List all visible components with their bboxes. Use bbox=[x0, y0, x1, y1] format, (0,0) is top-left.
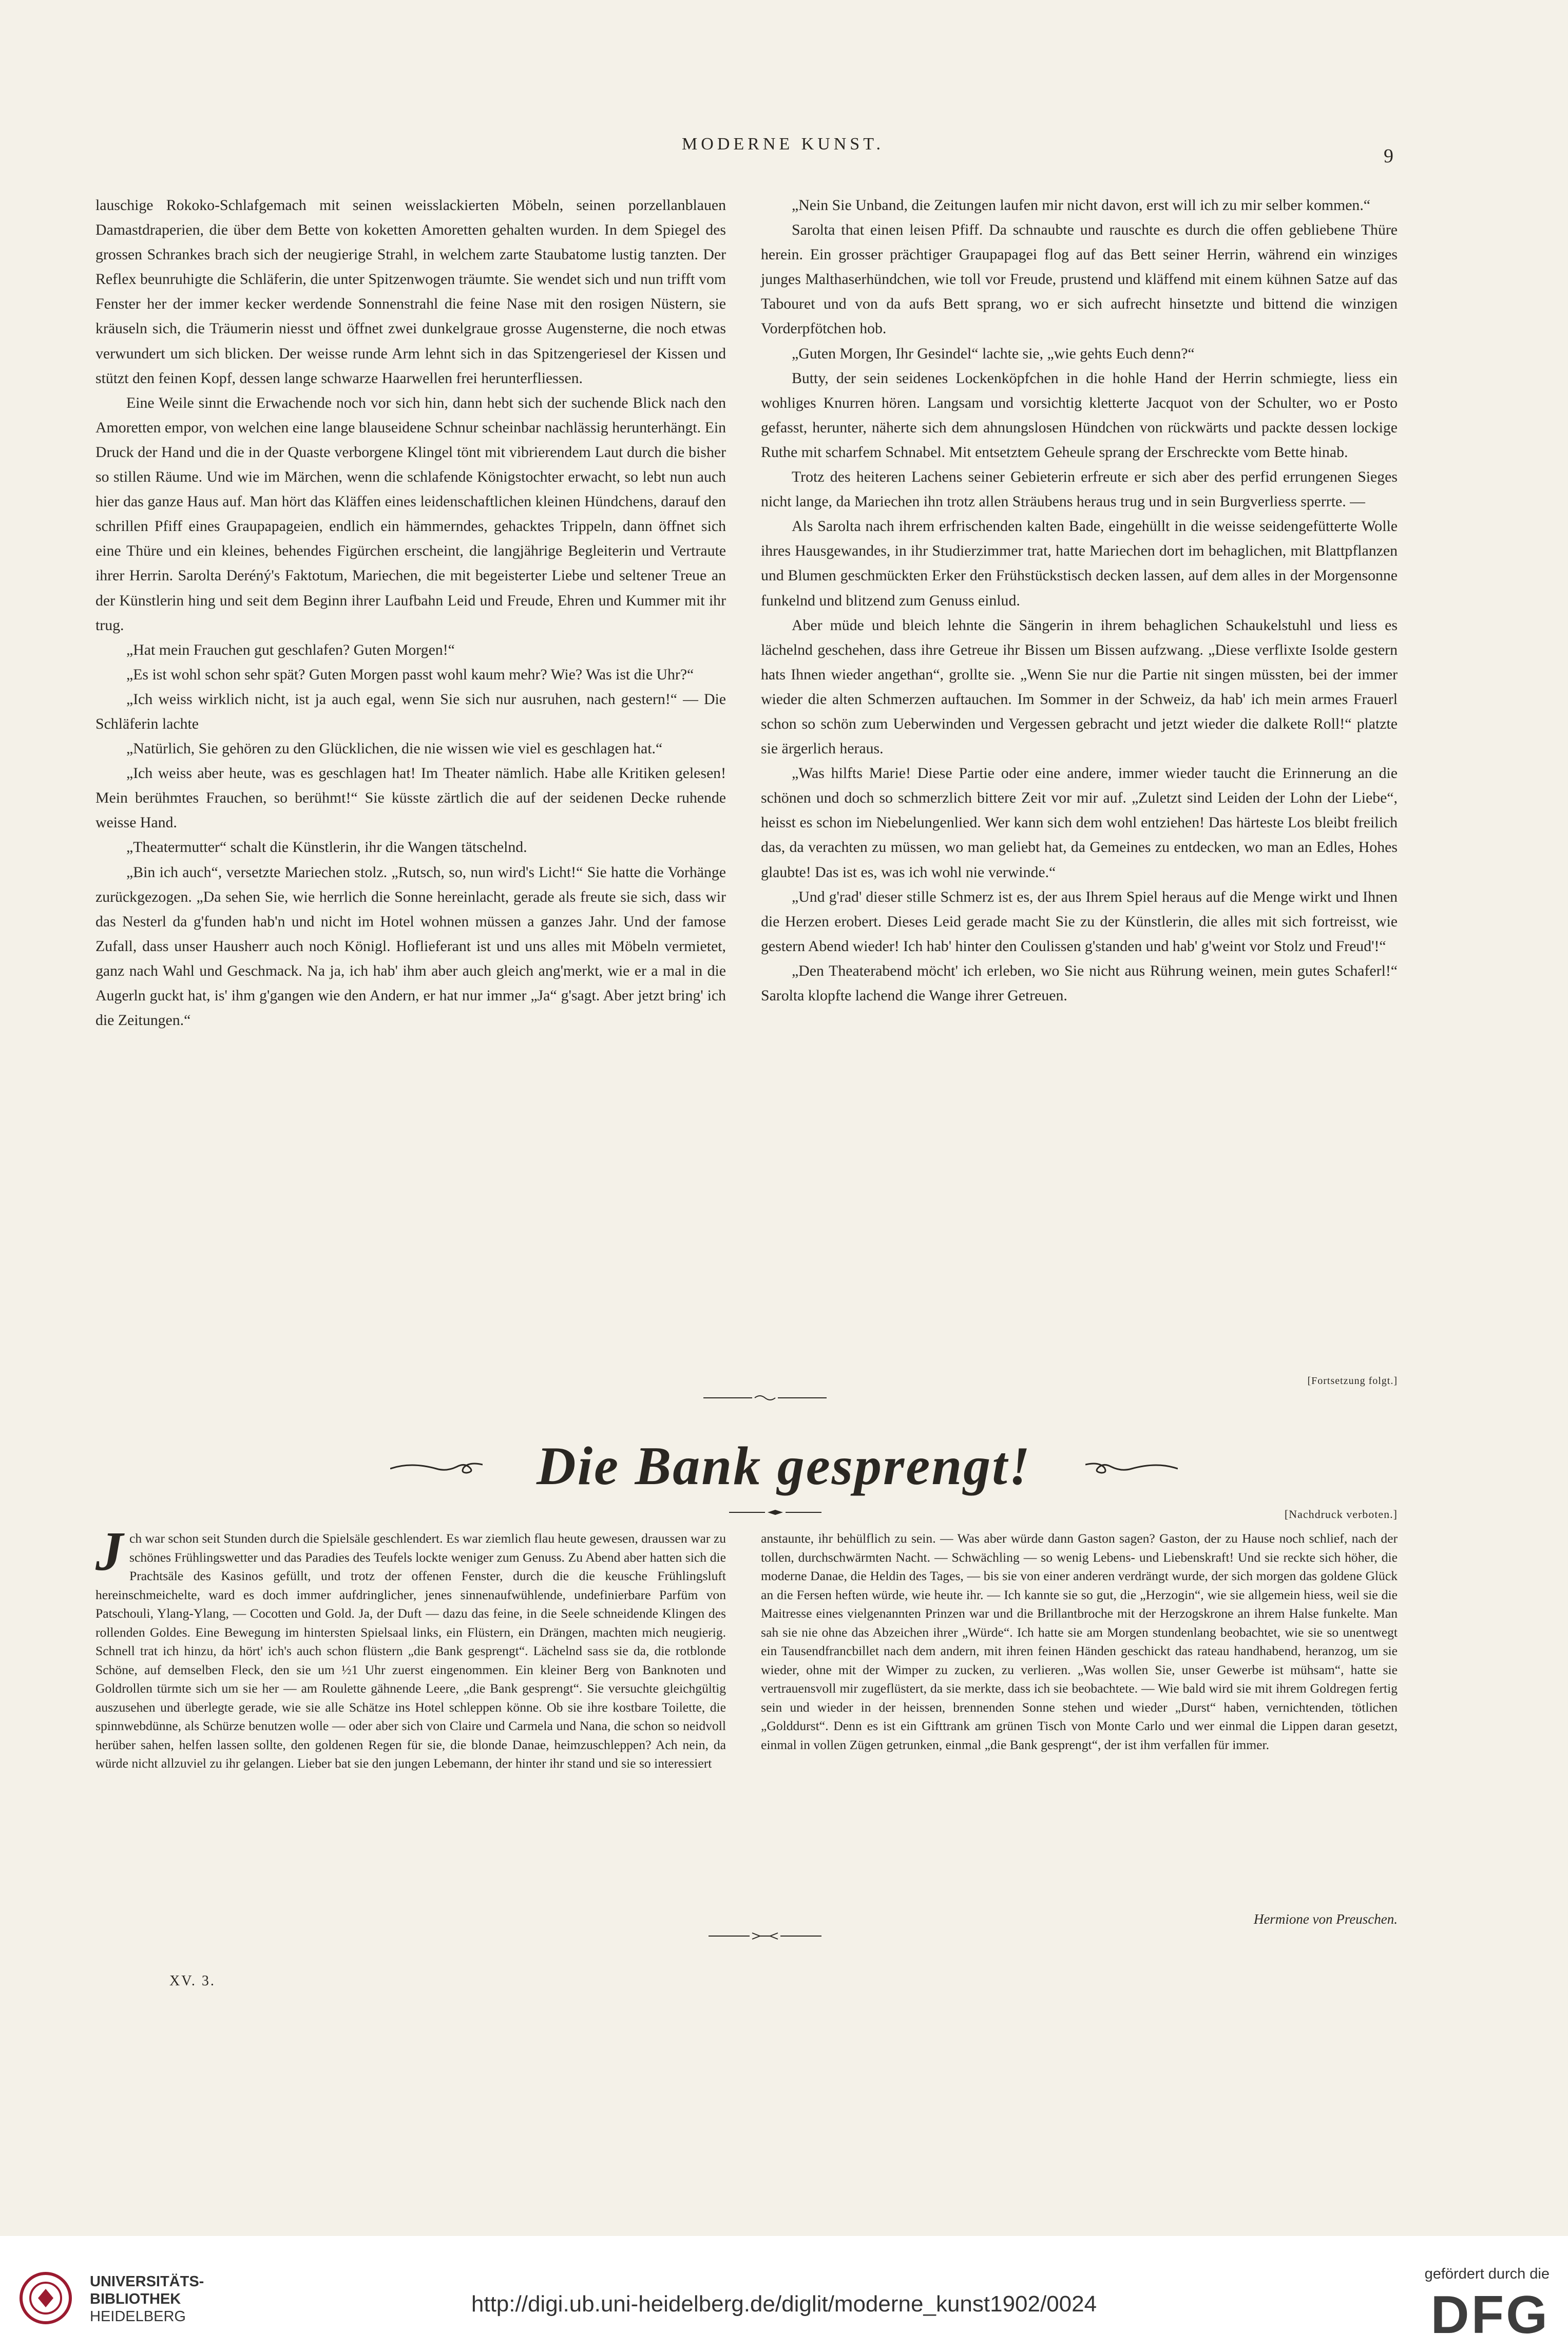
story-title-block bbox=[359, 1433, 1209, 1500]
library-name-line: BIBLIOTHEK bbox=[90, 2291, 181, 2307]
paragraph: „Den Theaterabend möcht' ich erleben, wo Sie nicht aus Rührung weinen, mein gutes Schaferl!“ Sarolta klopfte lachend die Wange ihrer Getreuen. bbox=[761, 962, 1398, 1004]
dfg-logo: DFG bbox=[1430, 2285, 1550, 2345]
paragraph: „Ich weiss wirklich nicht, ist ja auch egal, wenn Sie sich nur ausruhen, nach gestern!“ — Die Schläferin lachte bbox=[95, 690, 726, 732]
drop-cap: J bbox=[95, 1521, 123, 1582]
continuation-note: [Fortsetzung folgt.] bbox=[1307, 1375, 1398, 1387]
paragraph: „Ich weiss aber heute, was es geschlagen hat! Im Theater nämlich. Habe alle Kritiken gelesen! Mein berühmtes Frauchen, so berühmt!“ Sie küsste zärtlich die auf der seidenen Decke ruhende weisse Hand. bbox=[95, 765, 726, 831]
paragraph: „Hat mein Frauchen gut geschlafen? Guten Morgen!“ bbox=[126, 641, 455, 658]
paragraph: Trotz des heiteren Lachens seiner Gebieterin erfreute er sich aber des perfid errungenen Sieges nicht lange, da Mariechen ihn trotz allen Sträubens heraus trug und in sein Burgverliess sperrte. — bbox=[761, 468, 1398, 510]
paragraph: Sarolta that einen leisen Pfiff. Da schnaubte und rauschte es durch die offen gebliebene Thüre herein. Ein grosser prächtiger Graupapagei flog auf das Bett seiner Herrin, während ein winziges junges Malthaserhündchen, wie toll vor Freude, prustend und kläffend mit einem kühnen Satze auf das Tabouret und von da aufs Bett sprang, wo er sich aufrecht hinsetzte und bittend die winzigen Vorderpfötchen hob. bbox=[761, 221, 1398, 337]
page-number: 9 bbox=[1384, 145, 1393, 167]
paragraph: „Guten Morgen, Ihr Gesindel“ lachte sie, „wie gehts Euch denn?“ bbox=[792, 345, 1195, 362]
article1-left-column bbox=[95, 193, 726, 1033]
paragraph: Butty, der sein seidenes Lockenköpfchen in die hohle Hand der Herrin schmiegte, liess ein wohliges Knurren hören. Langsam und vorsichtig kletterte Jacquot von der Schulter, wo er Posto gefasst, herunter, näherte sich dem ahnungslosen Hündchen von rückwärts und packte dessen lockige Ruthe mit scharfem Schnabel. Mit entsetztem Geheule sprang der Erschreckte vom Bette hinab. bbox=[761, 369, 1398, 461]
reprint-note: [Nachdruck verboten.] bbox=[1284, 1508, 1398, 1521]
library-name-line: UNIVERSITÄTS- bbox=[90, 2273, 204, 2290]
title-rule-icon bbox=[729, 1509, 821, 1519]
permalink-url[interactable]: http://digi.ub.uni-heidelberg.de/diglit/moderne_kunst1902/0024 bbox=[471, 2291, 1097, 2317]
article1-right-column bbox=[761, 193, 1398, 1008]
paragraph: „Bin ich auch“, versetzte Mariechen stolz. „Rutsch, so, nun wird's Licht!“ Sie hatte die Vorhänge zurückgezogen. „Da sehen Sie, wie herrlich die Sonne hereinlacht, gerade als freute sie sich, dass wir das Nesterl da g'funden hab'n und nicht im Hotel wohnen müssen a ganzes Jahr. Und der famose Zufall, dass unser Hausherr auch noch Königl. Hoflieferant ist und uns alles mit Möbeln vermietet, ganz nach Wahl und Geschmack. Na ja, ich hab' ihm aber auch gleich ang'merkt, wie er a mal in die Augerln guckt hat, is' ihm g'gangen wie den Andern, er hat nur immer „Ja“ g'sagt. Aber jetzt bring' ich die Zeitungen.“ bbox=[95, 863, 726, 1029]
paragraph: anstaunte, ihr behülflich zu sein. — Was aber würde dann Gaston sagen? Gaston, der zu Hause noch schlief, nach der tollen, durchschwärmten Nacht. — Schwächling — so wenig Lebens- und Liebenskraft! Und sie reckte sich höher, die moderne Danae, die Heldin des Tages, — bis sie von einer anderen verdrängt wurde, der sich morgen das goldene Glück an die Fersen heften würde, wie heute ihr. — Ich kannte sie so gut, die „Herzogin“, wie sie allgemein hiess, weil sie die Maitresse eines vielgenannten Prinzen war und die Brillantbroche mit der Herzogskrone an ihrem Halse funkelte. Man sah sie nie ohne das Abzeichen ihrer „Würde“. Ich hatte sie am Morgen stundenlang beobachtet, wie sie so unentwegt ein Tausendfrancbillet nach dem andern, mit ihren feinen Händen geschickt das rateau handhabend, heranzog, um sie wieder, ohne mit der Wimper zu zucken, zu verlieren. „Was wollen Sie, unser Gewerbe ist mühsam“, hatte sie vertrauensvoll mir zugeflüstert, da sie merkte, dass ich sie beobachtete. — Wie bald wird sie mit ihrem Goldregen fertig sein und wieder in der heissen, brennenden Sonne stehen und wieder „Durst“ haben, vernichtenden, tötlichen „Golddurst“. Denn es ist ein Gifttrank am grünen Tisch von Monte Carlo und wer einmal die Lippen daran gesetzt, einmal in vollen Zügen getrunken, einmal „die Bank gesprengt“, der ist ihm verfallen für immer. bbox=[761, 1531, 1398, 1752]
title-flourish-right-icon bbox=[1085, 1459, 1178, 1470]
paragraph: Eine Weile sinnt die Erwachende noch vor sich hin, dann hebt sich der suchende Blick nach den Amoretten empor, von welchen eine lange blauseidene Schnur scheinbar nachlässig herunterhängt. Ein Druck der Hand und die in der Quaste verborgene Klingel tönt mit vibrierendem Laut durch die bisher so stillen Räume. Und wie im Märchen, wenn die schlafende Königstochter erwacht, so lebt nun auch hier das ganze Haus auf. Man hört das Kläffen eines leidenschaftlichen kleinen Hündchens, darauf den schrillen Pfiff eines Graupapageien, endlich ein hämmerndes, gehacktes Trippeln, dann öffnet sich eine Thüre und ein kleines, behendes Figürchen erscheint, die langjährige Begleiterin und Vertraute ihrer Herrin. Sarolta Deréný's Faktotum, Mariechen, die mit begeisterter Liebe und seltener Treue an der Künstlerin hing und seit dem Beginn ihrer Laufbahn Leid und Freude, Ehren und Kummer mit ihr trug. bbox=[95, 394, 726, 634]
article2-right-column bbox=[761, 1529, 1398, 1754]
library-name-line: HEIDELBERG bbox=[90, 2308, 186, 2325]
paragraph: Aber müde und bleich lehnte die Sängerin in ihrem behaglichen Schaukelstuhl und liess es lächelnd geschehen, dass ihre Getreue ihr Bissen um Bissen aufzwang. „Diese verflixte Isolde gestern hats Ihnen wieder angethan“, grollte sie. „Wenn Sie nur die Partie nit singen müssten, bei der immer wieder die alten Schmerzen auftauchen. Im Sommer in der Schweiz, da hab' ich mein armes Frauerl schon so schön zum Ueberwinden und Vergessen gebracht und jetzt wieder die dalkete Roll!“ platzte sie ärgerlich heraus. bbox=[761, 616, 1398, 757]
divider-ornament-icon bbox=[703, 1393, 827, 1403]
article2-left-column bbox=[95, 1521, 726, 1773]
paragraph: „Nein Sie Unband, die Zeitungen laufen mir nicht davon, erst will ich zu mir selber kommen.“ bbox=[792, 197, 1371, 214]
paragraph-text: ch war schon seit Stunden durch die Spielsäle geschlendert. Es war ziemlich flau heute gewesen, draussen war zu schönes Frühlingswetter und das Paradies des Teufels lockte weniger zum Genuss. Zu Abend aber hatten sich die Prachtsäle des Kasinos gefüllt, und trotz der offenen Fenster, durch die die keusche Frühlingsluft hereinschmeichelte, ward es doch immer aufdringlicher, jenes sinnenaufwühlende, undefinierbare Parfüm von Patschouli, Ylang-Ylang, — Cocotten und Gold. Ja, der Duft — dazu das feine, in die Seele schneidende Klingen des rollenden Goldes. Eine Bewegung im hintersten Spielsaal links, ein Flüstern, ein Drängen, machten mich neugierig. Schnell trat ich hinzu, da hört' ich's auch schon flüstern „die Bank gesprengt“. Lächelnd sass sie da, die rotblonde Schöne, auf demselben Fleck, den sie um ½1 Uhr zuerst eingenommen. Ein kleiner Berg von Banknoten und Goldrollen türmte sich um sie her — am Roulette gähnende Leere, „die Bank gesprengt“. Sie versuchte gleichgültig auszusehen und überlegte gerade, wie sie alle Schätze ins Hotel schleppen könne. Ob sie ihre kostbare Toilette, die spinnwebdünne, als Schürze benutzen wolle — oder aber sich von Claire und Carmela und Nana, die schon so neidvoll herüber sahen, helfen lassen sollte, den goldenen Regen für sie, die blonde Danae, heimzuschleppen? Ach nein, da würde nicht allzuviel zu ihr gelangen. Lieber bat sie den jungen Lebemann, der hinter ihr stand und sie so interessiert bbox=[95, 1531, 726, 1771]
digitization-footer bbox=[0, 2236, 1568, 2352]
paragraph: lauschige Rokoko-Schlafgemach mit seinen weisslackierten Möbeln, seinen porzellanblauen Damastdraperien, die über dem Bette von koketten Amoretten gehalten wurden. In dem Spiegel des grossen Schrankes brach sich der neugierige Strahl, in welchem zarte Staubatome lustig tanzten. Der Reflex beunruhigte die Schläferin, die unter Spitzenwogen träumte. Sie wendet sich und nun trifft vom Fenster her der immer kecker werdende Sonnenstrahl die feine Nase mit den rosigen Nüstern, sie kräuseln sich, die Träumerin niesst und öffnet zwei dunkelgraue grosse Augensterne, die noch etwas verwundert um sich blicken. Der weisse runde Arm lehnt sich in das Spitzengeriesel der Kissen und stützt den feinen Kopf, dessen lange schwarze Haarwellen frei herunterfliessen. bbox=[95, 197, 726, 387]
paragraph: „Es ist wohl schon sehr spät? Guten Morgen passt wohl kaum mehr? Wie? Was ist die Uhr?“ bbox=[126, 666, 694, 683]
paragraph: „Natürlich, Sie gehören zu den Glücklichen, die nie wissen wie viel es geschlagen hat.“ bbox=[126, 740, 663, 757]
printer-signature: XV. 3. bbox=[169, 1973, 216, 1989]
funding-text: gefördert durch die bbox=[1424, 2266, 1550, 2282]
paragraph: „Was hilfts Marie! Diese Partie oder eine andere, immer wieder taucht die Erinnerung an die schönen und doch so schmerzlich bittere Zeit vor mir auf. „Zuletzt sind Leiden der Lohn der Liebe“, heisst es schon im Niebelungenlied. Wer kann sich dem wohl entziehen! Das härteste Los bleibt freilich das, da verachten zu müssen, wo man geliebt hat, da Gemeines zu entdecken, wo man an Edles, Hohes glaubte! Das ist es, was ich wohl nie verwinde.“ bbox=[761, 765, 1398, 881]
end-ornament-icon bbox=[709, 1931, 821, 1941]
story-title: Die Bank gesprengt! bbox=[537, 1436, 1031, 1496]
running-title: MODERNE KUNST. bbox=[682, 135, 884, 154]
title-flourish-left-icon bbox=[390, 1459, 483, 1470]
paragraph bbox=[95, 1521, 726, 1773]
author-name: Hermione von Preuschen. bbox=[1253, 1911, 1398, 1927]
paragraph: „Und g'rad' dieser stille Schmerz ist es, der aus Ihrem Spiel heraus auf die Menge wirkt und Ihnen die Herzen erobert. Dieses Leid gerade macht Sie zu der Künstlerin, die alles mit sich fortreisst, wie gestern Abend wieder! Ich hab' hinter den Coulissen g'standen und hab' g'weint vor Stolz und Freud'!“ bbox=[761, 888, 1398, 955]
paragraph: Als Sarolta nach ihrem erfrischenden kalten Bade, eingehüllt in die weisse seidengefütterte Wolle ihres Hausgewandes, in ihr Studierzimmer trat, hatte Mariechen dort im behaglichen, mit Blattpflanzen und Blumen geschmückten Erker den Frühstückstisch decken lassen, auf dem alles in der Morgensonne funkelnd und blitzend zum Genuss einlud. bbox=[761, 518, 1398, 609]
page-header bbox=[0, 135, 1568, 165]
paragraph: „Theatermutter“ schalt die Künstlerin, ihr die Wangen tätschelnd. bbox=[126, 839, 527, 856]
